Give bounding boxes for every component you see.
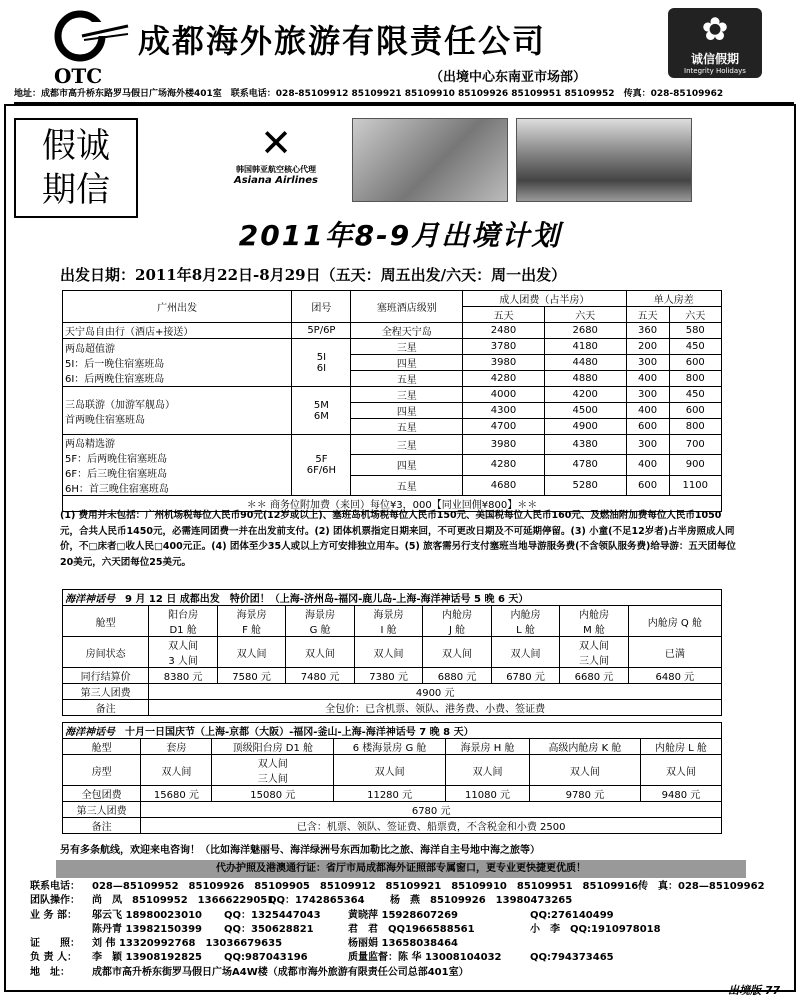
table-row: 五星 4680 5280 600 1100 — [63, 475, 722, 495]
table-row: 两岛超值游 5I：后一晚住宿塞班岛 6I：后两晚住宿塞班岛 5I 6I 三星 3780 4180 200 450 — [63, 339, 722, 355]
cruise-title: 十月一日国庆节（上海-京都（大阪）-福冈-釜山-上海-海洋神话号 7 晚 8 天） — [125, 727, 474, 738]
main-title: 2011年8-9月出境计划 — [238, 219, 562, 252]
more-routes-note: 另有多条航线，欢迎来电咨询！（比如海洋魅丽号、海洋绿洲号东西加勒比之旅、海洋自主号地中海之旅等） — [60, 845, 540, 856]
col-six: 六天 — [544, 307, 626, 323]
col-hotel: 塞班酒店级别 — [351, 291, 463, 323]
contact-row: 陈丹青 13982150399 QQ：350628821 君 君 QQ1966588561 小 李 QQ:1910978018 — [92, 923, 661, 935]
integrity-seal — [14, 118, 138, 218]
col-group: 团号 — [292, 291, 351, 323]
price-row: 全包团费 15680 元 15080 元 11280 元 11080 元 9780 元 9480 元 — [63, 786, 722, 802]
airline-mark-icon: ✕ — [260, 121, 292, 165]
cruise-title-row — [63, 723, 722, 739]
third-person-row: 第三人团费 6780 元 — [63, 802, 722, 818]
col-route: 广州出发 — [63, 291, 292, 323]
hotel-level: 全程天宁岛 — [351, 323, 463, 339]
ship-name: 海洋神话号 — [65, 727, 115, 738]
contact-block — [30, 880, 790, 980]
group-code: 5F 6F/6H — [292, 435, 351, 496]
company-name: 成都海外旅游有限责任公司 — [138, 22, 547, 60]
price-cell: 2480 — [463, 323, 545, 339]
page-footer: 出境版 77 — [728, 984, 781, 997]
contact-row: 地 址： 成都市高升桥东街罗马假日广场A4W楼（成都市海外旅游有限责任公司总部401室） — [30, 966, 469, 978]
route-desc: 两岛精选游 5F：后两晚住宿塞班岛 6F：后三晚住宿塞班岛 6H：首三晚住宿塞班岛 — [63, 435, 292, 496]
price-cell: 580 — [669, 323, 721, 339]
airline-logo — [212, 122, 340, 194]
table-row: 两岛精选游 5F：后两晚住宿塞班岛 6F：后三晚住宿塞班岛 6H：首三晚住宿塞班岛 5F 6F/6H 三星 3980 4380 300 700 — [63, 435, 722, 455]
surcharge-note: ＊＊ 商务位附加费（来回）每位¥3，000【同业回佣¥800】＊＊ — [63, 496, 722, 512]
col-adult: 成人团费（占半房） — [463, 291, 626, 307]
contact-row: 联系电话： 028—85109952 85109926 85109905 85109912 85109921 85109910 85109951 85109916 传 真：028—85109962 — [30, 881, 765, 892]
address-line: 地址：成都市高升桥东路罗马假日广场海外楼401室 联系电话：028-85109912 85109921 85109910 85109926 85109951 85109952 传真：028-85109962 — [14, 86, 794, 104]
otc-logo — [40, 8, 130, 88]
seal-line-2: 期信 — [42, 170, 110, 210]
col-six: 六天 — [669, 307, 721, 323]
cruise-table-september — [62, 589, 722, 716]
saipan-price-table — [62, 290, 722, 512]
table-row: 五星 4280 4880 400 800 — [63, 371, 722, 387]
ship-name: 海洋神话号 — [65, 594, 115, 605]
fee-notes: (1) 费用并未包括：广州机场税每位人民币90元(12岁或以上)、塞班岛机场税每位人民币150元、美国税每位人民币160元、及燃油附加费每位人民币1050元，合共人民币1450元，必需连同团费一并在出发前支付。(2) 团体机票指定日期来回，不可更改日期及不可延期停留。(3) 小童(不足12岁者)占半房照成人同价，不□床者□收人民□400元正。(4) 团体至少35人或以上方可安排独立用车。(5) 旅客需另行支付塞班当地导游服务费(不含领队服务费)给导游：五天团每位20美元，六天团每位25美元。 — [60, 510, 736, 568]
contact-row: 负 责 人： 李 颖 13908192825 QQ:987043196 质量监督：陈 华 13008104032 QQ:794373465 — [30, 952, 614, 964]
airline-en: Asiana Airlines — [233, 175, 319, 186]
seal-line-1: 假诚 — [42, 126, 110, 166]
cruise-title: 9 月 12 日 成都出发 特价团！（上海-济州岛-福冈-鹿儿岛-上海-海洋神话号 5 晚 6 天） — [125, 594, 529, 605]
cabin-row: 舱型 套房 顶级阳台房 D1 舱 6 楼海景房 G 舱 海景房 H 舱 高级内舱房 K 舱 内舱房 L 舱 — [63, 739, 722, 755]
contact-row: 业 务 部： 邬云飞 18980023010 QQ：1325447043 黄晓萍 15928607269 QQ:276140499 — [30, 909, 614, 921]
korea-photo — [352, 118, 508, 202]
room-row: 房型 双人间 双人间 三人间 双人间 双人间 双人间 双人间 — [63, 755, 722, 786]
table-row — [63, 323, 722, 339]
group-code: 5P/6P — [292, 323, 351, 339]
table-row: 四星 4300 4500 400 600 — [63, 403, 722, 419]
status-row: 房间状态 双人间 3 人间 双人间 双人间 双人间 双人间 双人间 双人间 三人间 已满 — [63, 637, 722, 668]
table-row: 三岛联游（加游军舰岛） 首两晚住宿塞班岛 5M 6M 三星 4000 4200 300 450 — [63, 387, 722, 403]
departure-dates: 出发日期：2011年8月22日-8月29日（五天：周五出发/六天：周一出发） — [60, 266, 567, 284]
group-code: 5I 6I — [292, 339, 351, 387]
remark-row: 备注 已含：机票、领队、签证费、船票费，不含税金和小费 2500 — [63, 818, 722, 834]
department-subtitle: （出境中心东南亚市场部） — [430, 70, 587, 85]
route-name: 天宁岛自由行（酒店+接送） — [63, 323, 292, 339]
table-row: 四星 3980 4480 300 600 — [63, 355, 722, 371]
table-row: 五星 4700 4900 600 800 — [63, 419, 722, 435]
price-cell: 2680 — [544, 323, 626, 339]
price-cell: 360 — [626, 323, 669, 339]
airline-cn: 韩国韩亚航空核心代理 — [236, 165, 316, 174]
temple-photo — [516, 118, 692, 202]
group-code: 5M 6M — [292, 387, 351, 435]
col-five: 五天 — [463, 307, 545, 323]
third-person-row: 第三人团费 4900 元 — [63, 684, 722, 700]
passport-service-banner: 代办护照及港澳通行证：省厅市局成都海外证照部专属窗口，更专业更快捷更优质！ — [56, 860, 746, 878]
contact-row: 证 照： 刘 伟 13320992768 13036679635 杨丽娟 13658038464 — [30, 938, 459, 950]
cruise-table-october — [62, 722, 722, 834]
brand-en: Integrity Holidays — [684, 67, 746, 75]
route-desc: 三岛联游（加游军舰岛） 首两晚住宿塞班岛 — [63, 387, 292, 435]
table-row: 四星 4280 4780 400 900 — [63, 455, 722, 475]
route-desc: 两岛超值游 5I：后一晚住宿塞班岛 6I：后两晚住宿塞班岛 — [63, 339, 292, 387]
remark-row: 备注 全包价：已含机票、领队、港务费、小费、签证费 — [63, 700, 722, 716]
cabin-row: 舱型 阳台房 D1 舱 海景房 F 舱 海景房 G 舱 海景房 I 舱 内舱房 J 舱 内舱房 L 舱 内舱房 M 舱 内舱房 Q 舱 — [63, 606, 722, 637]
col-single: 单人房差 — [626, 291, 721, 307]
contact-row: 团队操作： 尚 凤 85109952 13666229051 QQ：1742865364 杨 燕 85109926 13980473265 — [30, 895, 573, 907]
logo-text: OTC — [54, 64, 103, 88]
cruise-title-row — [63, 590, 722, 606]
brand-cn: 诚信假期 — [690, 52, 739, 66]
col-five: 五天 — [626, 307, 669, 323]
brand-badge — [668, 8, 762, 78]
otc-logo-icon — [40, 8, 130, 68]
flower-icon: ✿ — [701, 10, 729, 48]
price-row: 同行结算价 8380 元 7580 元 7480 元 7380 元 6880 元 6780 元 6680 元 6480 元 — [63, 668, 722, 684]
